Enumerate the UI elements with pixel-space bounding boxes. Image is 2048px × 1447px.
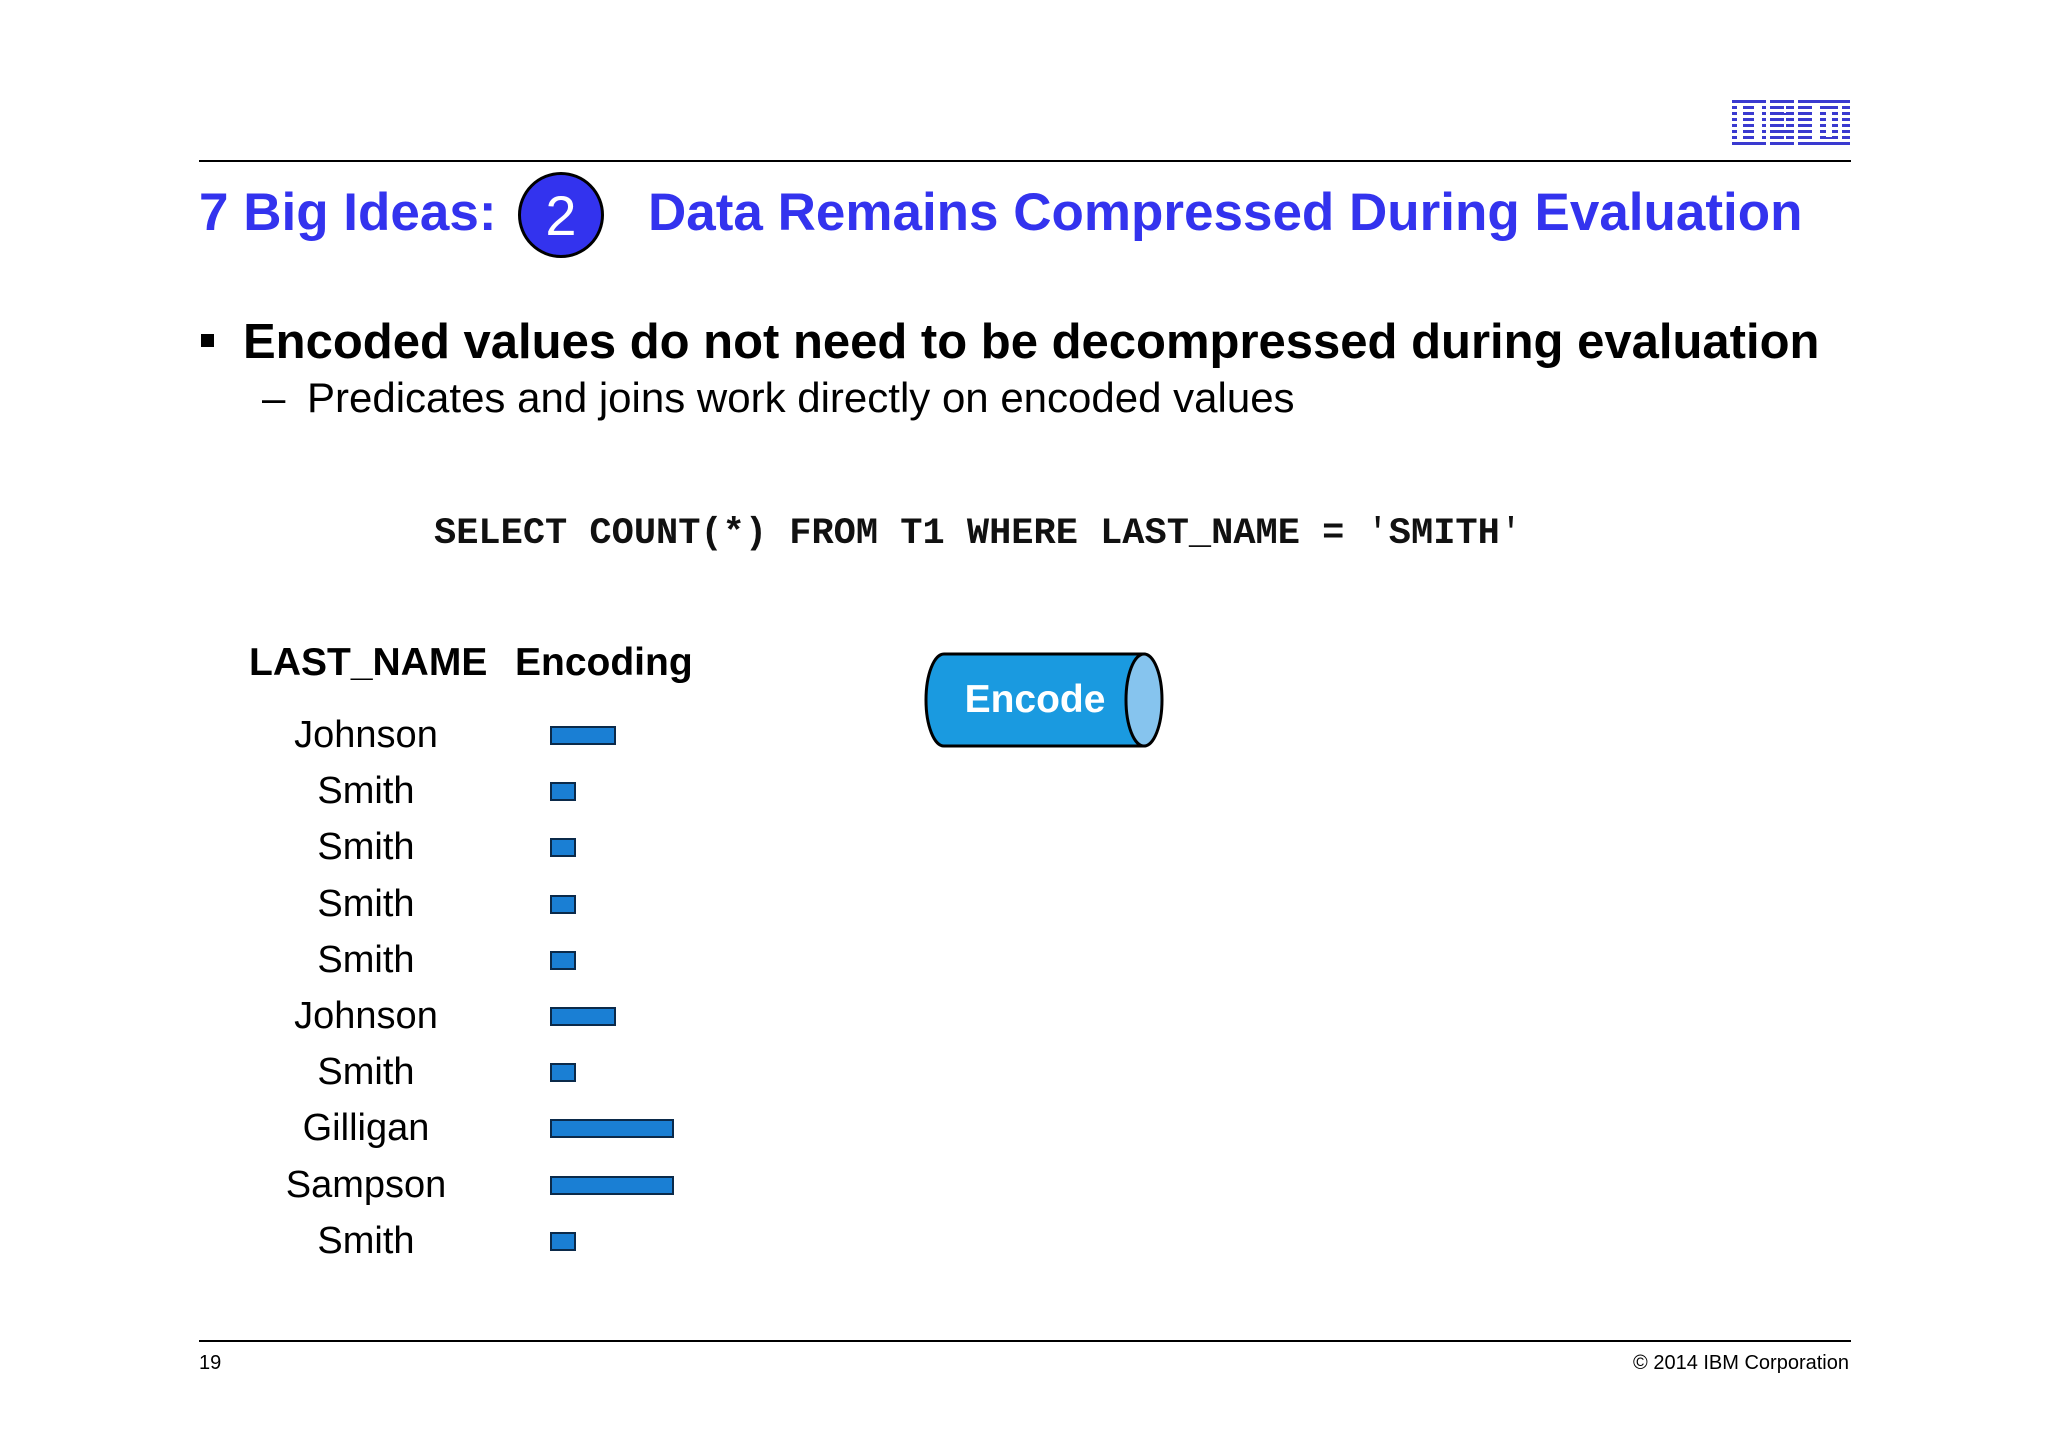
table-row — [0, 819, 800, 875]
main-bullet: Encoded values do not need to be decompressed during evaluation — [243, 315, 1820, 369]
encoding-bar — [550, 1007, 616, 1026]
last-name-cell: Smith — [317, 826, 415, 868]
table-row — [0, 876, 800, 932]
sub-bullet-dash: – — [262, 374, 286, 421]
encoding-bar — [550, 895, 576, 914]
last-name-column-header: LAST_NAME — [249, 641, 488, 684]
table-row — [0, 932, 800, 988]
header-divider — [199, 160, 1851, 162]
sql-literal: 'SMITH' — [1366, 513, 1523, 555]
table-row — [0, 1100, 800, 1156]
table-row — [0, 763, 800, 819]
last-name-cell: Johnson — [294, 995, 438, 1037]
encoding-bar — [550, 782, 576, 801]
encoding-bar — [550, 838, 576, 857]
encoding-bar — [550, 1232, 576, 1251]
sql-query-text: SELECT COUNT(*) FROM T1 WHERE LAST_NAME = — [434, 513, 1367, 555]
last-name-cell: Smith — [317, 883, 415, 925]
page-title: Data Remains Compressed During Evaluation — [648, 183, 1803, 242]
encode-label: Encode — [964, 678, 1106, 721]
table-row — [0, 1157, 800, 1213]
table-row — [0, 707, 800, 763]
encoding-bar — [550, 726, 616, 745]
table-row — [0, 988, 800, 1044]
encoding-bar — [550, 1119, 674, 1138]
last-name-cell: Gilligan — [302, 1107, 430, 1149]
last-name-cell: Sampson — [285, 1164, 447, 1206]
encoding-bar — [550, 1176, 674, 1195]
last-name-cell: Smith — [317, 939, 415, 981]
table-row — [0, 1213, 800, 1269]
title-prefix: 7 Big Ideas: — [199, 183, 497, 242]
idea-number-badge: 2 — [518, 172, 604, 258]
ibm-logo — [1732, 100, 1850, 150]
last-name-cell: Johnson — [294, 714, 438, 756]
table-row — [0, 1044, 800, 1100]
page-number: 19 — [199, 1352, 222, 1374]
footer-divider — [199, 1340, 1851, 1342]
encoding-bar — [550, 1063, 576, 1082]
sub-bullet: Predicates and joins work directly on encoded values — [307, 374, 1295, 421]
sql-query — [434, 510, 1522, 558]
last-name-cell: Smith — [317, 1051, 415, 1093]
encoding-bar — [550, 951, 576, 970]
encoding-column-header: Encoding — [515, 641, 693, 684]
copyright: © 2014 IBM Corporation — [1633, 1352, 1849, 1374]
last-name-cell: Smith — [317, 1220, 415, 1262]
last-name-cell: Smith — [317, 770, 415, 812]
bullet-square-icon — [201, 334, 214, 347]
